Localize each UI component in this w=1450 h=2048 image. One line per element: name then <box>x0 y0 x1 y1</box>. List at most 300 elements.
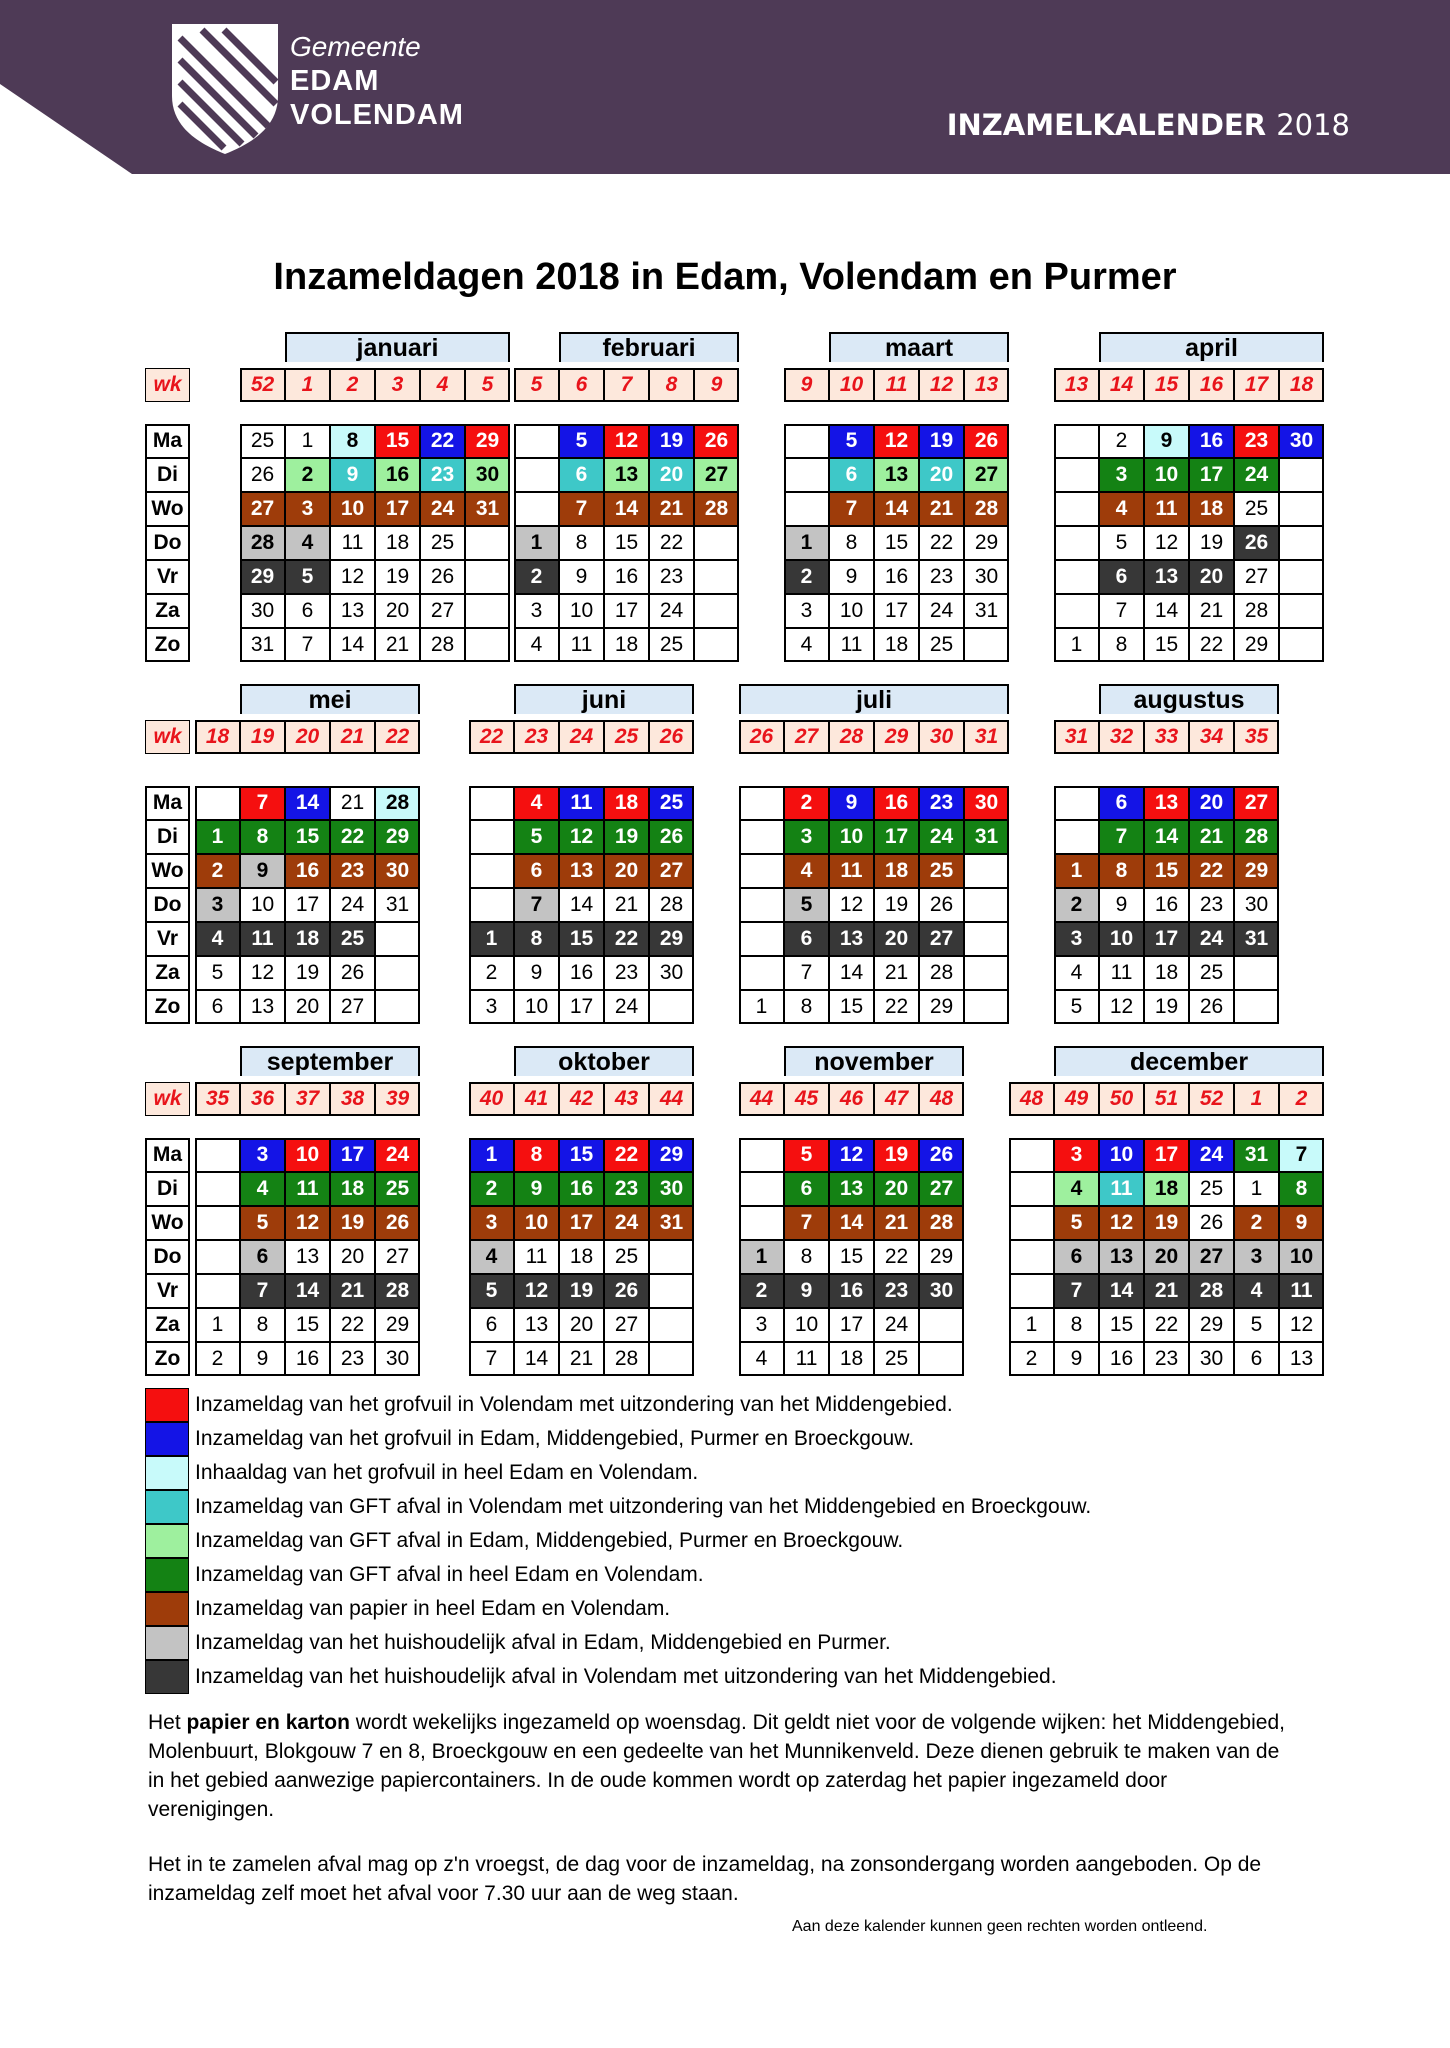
day-cell: 15 <box>1144 628 1189 662</box>
day-cell: 28 <box>375 786 420 820</box>
day-cell: 24 <box>874 1308 919 1342</box>
day-cell: 5 <box>784 888 829 922</box>
week-number: 17 <box>1234 368 1279 402</box>
day-cell <box>469 820 514 854</box>
day-cell: 29 <box>1189 1308 1234 1342</box>
day-cell: 20 <box>1189 786 1234 820</box>
day-cell: 26 <box>420 560 465 594</box>
day-cell <box>465 526 510 560</box>
day-cell: 28 <box>649 888 694 922</box>
day-cell <box>375 956 420 990</box>
day-cell: 25 <box>919 854 964 888</box>
day-cell: 1 <box>469 922 514 956</box>
day-cell <box>195 786 240 820</box>
day-cell: 21 <box>559 1342 604 1376</box>
week-number: 39 <box>375 1082 420 1116</box>
day-cell: 2 <box>739 1274 784 1308</box>
day-cell: 1 <box>739 990 784 1024</box>
week-number: 6 <box>559 368 604 402</box>
week-label: wk <box>145 1082 190 1116</box>
day-cell: 29 <box>649 1138 694 1172</box>
day-cell: 18 <box>874 628 919 662</box>
day-cell: 8 <box>1054 1308 1099 1342</box>
legend-text: Inzameldag van papier in heel Edam en Volendam. <box>195 1597 671 1620</box>
day-cell: 13 <box>1144 560 1189 594</box>
day-cell: 2 <box>195 854 240 888</box>
day-cell <box>1279 526 1324 560</box>
day-cell: 14 <box>874 492 919 526</box>
day-cell: 16 <box>1099 1342 1144 1376</box>
day-cell <box>784 492 829 526</box>
day-cell: 7 <box>240 786 285 820</box>
legend-item <box>145 1660 1245 1694</box>
day-cell: 22 <box>604 922 649 956</box>
day-cell: 18 <box>604 786 649 820</box>
day-cell <box>739 1206 784 1240</box>
day-cell: 7 <box>829 492 874 526</box>
day-cell: 10 <box>514 1206 559 1240</box>
day-cell: 26 <box>330 956 375 990</box>
day-cell: 30 <box>465 458 510 492</box>
day-cell: 25 <box>375 1172 420 1206</box>
day-cell <box>195 1240 240 1274</box>
day-label-di: Di <box>145 458 190 492</box>
day-cell <box>1054 424 1099 458</box>
day-cell: 14 <box>1144 820 1189 854</box>
week-number: 27 <box>784 720 829 754</box>
notes-paper-body: wordt wekelijks ingezameld op woensdag. Dit geldt niet voor de volgende wijken: het Middengebied, Molenbuurt, Blokgouw 7 en 8, Broeckgouw en een gedeelte van het Munnikenveld. Deze dienen gebruik te maken van de in het gebied aanwezige papiercontainers. In de oude kommen wordt op zaterdag het papier ingezameld door verenigingen. <box>148 1711 1285 1821</box>
day-cell: 9 <box>1054 1342 1099 1376</box>
day-cell: 4 <box>1234 1274 1279 1308</box>
week-number: 40 <box>469 1082 514 1116</box>
day-cell: 15 <box>559 1138 604 1172</box>
day-cell: 2 <box>469 956 514 990</box>
day-cell: 10 <box>829 820 874 854</box>
week-number: 13 <box>964 368 1009 402</box>
day-cell: 14 <box>285 1274 330 1308</box>
day-cell <box>739 888 784 922</box>
day-cell <box>1279 628 1324 662</box>
day-cell: 29 <box>649 922 694 956</box>
week-number: 24 <box>559 720 604 754</box>
day-cell <box>465 594 510 628</box>
day-cell: 13 <box>874 458 919 492</box>
day-cell: 5 <box>559 424 604 458</box>
day-cell: 4 <box>285 526 330 560</box>
day-cell: 11 <box>1099 956 1144 990</box>
day-cell: 19 <box>1144 1206 1189 1240</box>
day-cell: 14 <box>604 492 649 526</box>
legend-swatch <box>145 1456 189 1490</box>
day-cell: 15 <box>1099 1308 1144 1342</box>
day-cell: 28 <box>919 956 964 990</box>
week-number: 47 <box>874 1082 919 1116</box>
week-number: 35 <box>1234 720 1279 754</box>
day-cell: 1 <box>739 1240 784 1274</box>
day-cell: 29 <box>375 820 420 854</box>
day-cell: 12 <box>559 820 604 854</box>
day-cell: 5 <box>1054 990 1099 1024</box>
day-cell: 3 <box>1099 458 1144 492</box>
day-cell: 29 <box>919 990 964 1024</box>
day-cell <box>1009 1274 1054 1308</box>
day-cell: 1 <box>1054 854 1099 888</box>
day-cell <box>1009 1206 1054 1240</box>
week-number: 11 <box>874 368 919 402</box>
legend-text: Inzameldag van GFT afval in Edam, Middengebied, Purmer en Broeckgouw. <box>195 1529 904 1552</box>
day-cell: 26 <box>1189 1206 1234 1240</box>
week-label: wk <box>145 368 190 402</box>
day-cell: 2 <box>1009 1342 1054 1376</box>
day-cell <box>1279 492 1324 526</box>
day-cell: 16 <box>559 956 604 990</box>
day-cell: 16 <box>559 1172 604 1206</box>
day-label-ma: Ma <box>145 786 190 820</box>
week-number: 19 <box>240 720 285 754</box>
day-cell: 30 <box>375 1342 420 1376</box>
day-cell: 15 <box>829 990 874 1024</box>
day-cell: 15 <box>285 820 330 854</box>
day-label-do: Do <box>145 888 190 922</box>
day-cell <box>514 458 559 492</box>
day-cell: 19 <box>375 560 420 594</box>
day-cell: 17 <box>375 492 420 526</box>
org-line-3: VOLENDAM <box>290 99 464 131</box>
day-cell: 7 <box>784 956 829 990</box>
legend-item <box>145 1558 1245 1592</box>
notes-paper-bold: papier en karton <box>186 1711 350 1734</box>
week-number: 9 <box>694 368 739 402</box>
day-cell <box>649 1342 694 1376</box>
day-cell: 3 <box>195 888 240 922</box>
week-number: 45 <box>784 1082 829 1116</box>
day-cell: 27 <box>375 1240 420 1274</box>
day-cell: 13 <box>240 990 285 1024</box>
day-cell <box>1009 1172 1054 1206</box>
day-cell: 29 <box>375 1308 420 1342</box>
week-number: 9 <box>784 368 829 402</box>
day-cell: 17 <box>1189 458 1234 492</box>
day-cell: 3 <box>469 1206 514 1240</box>
day-cell <box>964 854 1009 888</box>
day-cell: 29 <box>919 1240 964 1274</box>
day-cell: 17 <box>604 594 649 628</box>
day-cell: 20 <box>874 922 919 956</box>
week-number: 44 <box>649 1082 694 1116</box>
day-cell: 24 <box>649 594 694 628</box>
week-number: 2 <box>1279 1082 1324 1116</box>
day-cell: 24 <box>420 492 465 526</box>
day-cell: 19 <box>1189 526 1234 560</box>
day-cell: 4 <box>1054 1172 1099 1206</box>
day-cell: 9 <box>240 854 285 888</box>
day-cell <box>964 990 1009 1024</box>
week-number: 1 <box>1234 1082 1279 1116</box>
day-cell: 25 <box>330 922 375 956</box>
day-cell: 22 <box>330 1308 375 1342</box>
day-cell <box>1279 458 1324 492</box>
legend-item <box>145 1626 1245 1660</box>
day-cell: 29 <box>240 560 285 594</box>
day-cell <box>649 1240 694 1274</box>
month-header-februari: februari <box>559 332 739 362</box>
day-label-ma: Ma <box>145 1138 190 1172</box>
week-number: 37 <box>285 1082 330 1116</box>
day-cell: 11 <box>784 1342 829 1376</box>
day-cell <box>1054 526 1099 560</box>
legend-text: Inzameldag van het grofvuil in Volendam met uitzondering van het Middengebied. <box>195 1393 953 1416</box>
week-number: 4 <box>420 368 465 402</box>
legend-swatch <box>145 1558 189 1592</box>
day-cell: 25 <box>1234 492 1279 526</box>
day-cell: 23 <box>330 854 375 888</box>
day-cell: 21 <box>1189 820 1234 854</box>
day-cell: 18 <box>829 1342 874 1376</box>
day-cell: 17 <box>330 1138 375 1172</box>
week-number: 48 <box>919 1082 964 1116</box>
day-cell: 5 <box>829 424 874 458</box>
day-cell <box>964 922 1009 956</box>
day-cell: 19 <box>649 424 694 458</box>
day-cell: 26 <box>1234 526 1279 560</box>
day-cell: 5 <box>469 1274 514 1308</box>
month-header-april: april <box>1099 332 1324 362</box>
day-cell <box>1279 560 1324 594</box>
day-cell: 30 <box>1234 888 1279 922</box>
week-number: 52 <box>1189 1082 1234 1116</box>
day-cell: 14 <box>285 786 330 820</box>
day-cell: 24 <box>375 1138 420 1172</box>
day-cell: 12 <box>330 560 375 594</box>
day-cell: 6 <box>285 594 330 628</box>
day-cell: 23 <box>604 956 649 990</box>
day-cell: 5 <box>1054 1206 1099 1240</box>
day-cell: 7 <box>285 628 330 662</box>
day-cell: 30 <box>964 786 1009 820</box>
day-cell: 28 <box>1189 1274 1234 1308</box>
day-cell <box>964 956 1009 990</box>
day-cell <box>1009 1240 1054 1274</box>
legend-swatch <box>145 1660 189 1694</box>
day-cell: 14 <box>1099 1274 1144 1308</box>
day-cell: 28 <box>919 1206 964 1240</box>
week-label: wk <box>145 720 190 754</box>
day-cell <box>1054 458 1099 492</box>
day-cell: 29 <box>1234 628 1279 662</box>
day-cell: 31 <box>964 820 1009 854</box>
week-number: 51 <box>1144 1082 1189 1116</box>
day-cell: 17 <box>1144 922 1189 956</box>
day-cell: 4 <box>1054 956 1099 990</box>
day-cell: 24 <box>604 1206 649 1240</box>
day-cell: 23 <box>649 560 694 594</box>
week-number: 38 <box>330 1082 375 1116</box>
day-cell: 7 <box>1099 594 1144 628</box>
day-cell: 6 <box>829 458 874 492</box>
day-cell: 2 <box>1099 424 1144 458</box>
month-header-juli: juli <box>739 684 1009 714</box>
day-cell: 11 <box>1144 492 1189 526</box>
day-cell <box>469 854 514 888</box>
legend-text: Inhaaldag van het grofvuil in heel Edam en Volendam. <box>195 1461 699 1484</box>
day-cell: 25 <box>1189 956 1234 990</box>
day-cell: 20 <box>559 1308 604 1342</box>
day-cell: 20 <box>1144 1240 1189 1274</box>
day-cell: 28 <box>694 492 739 526</box>
day-cell: 23 <box>1234 424 1279 458</box>
day-cell: 18 <box>1144 956 1189 990</box>
day-cell: 26 <box>919 1138 964 1172</box>
day-cell: 6 <box>1054 1240 1099 1274</box>
day-cell: 11 <box>559 628 604 662</box>
day-cell <box>919 1342 964 1376</box>
day-cell: 4 <box>784 854 829 888</box>
legend-swatch <box>145 1490 189 1524</box>
legend-item <box>145 1592 1245 1626</box>
day-cell: 9 <box>784 1274 829 1308</box>
day-label-vr: Vr <box>145 922 190 956</box>
legend-text: Inzameldag van het grofvuil in Edam, Middengebied, Purmer en Broeckgouw. <box>195 1427 915 1450</box>
day-cell: 20 <box>330 1240 375 1274</box>
week-number: 15 <box>1144 368 1189 402</box>
day-cell: 25 <box>604 1240 649 1274</box>
day-cell: 4 <box>514 786 559 820</box>
day-cell: 3 <box>240 1138 285 1172</box>
day-cell: 27 <box>1189 1240 1234 1274</box>
day-cell <box>375 922 420 956</box>
day-cell: 15 <box>1144 854 1189 888</box>
week-number: 41 <box>514 1082 559 1116</box>
day-cell: 26 <box>964 424 1009 458</box>
day-cell: 30 <box>375 854 420 888</box>
day-cell: 9 <box>559 560 604 594</box>
day-cell <box>739 1138 784 1172</box>
day-cell: 21 <box>1144 1274 1189 1308</box>
month-header-maart: maart <box>829 332 1009 362</box>
week-number: 33 <box>1144 720 1189 754</box>
day-cell: 13 <box>1144 786 1189 820</box>
day-cell: 9 <box>330 458 375 492</box>
day-cell: 6 <box>784 922 829 956</box>
legend-item <box>145 1490 1245 1524</box>
day-cell: 27 <box>649 854 694 888</box>
day-cell <box>195 1172 240 1206</box>
day-cell: 24 <box>1234 458 1279 492</box>
week-number: 36 <box>240 1082 285 1116</box>
day-cell: 31 <box>465 492 510 526</box>
day-cell <box>964 888 1009 922</box>
day-cell: 29 <box>1234 854 1279 888</box>
day-cell: 8 <box>784 1240 829 1274</box>
day-cell: 27 <box>694 458 739 492</box>
day-cell: 7 <box>784 1206 829 1240</box>
day-cell: 8 <box>784 990 829 1024</box>
day-cell: 31 <box>964 594 1009 628</box>
day-cell: 16 <box>285 854 330 888</box>
day-cell: 4 <box>784 628 829 662</box>
day-cell: 5 <box>514 820 559 854</box>
day-cell: 24 <box>919 820 964 854</box>
day-cell: 23 <box>1189 888 1234 922</box>
day-cell: 24 <box>919 594 964 628</box>
week-number: 12 <box>919 368 964 402</box>
week-number: 14 <box>1099 368 1144 402</box>
day-cell: 16 <box>874 786 919 820</box>
day-cell: 3 <box>1054 922 1099 956</box>
day-cell: 30 <box>1279 424 1324 458</box>
day-cell: 27 <box>420 594 465 628</box>
day-cell: 17 <box>874 594 919 628</box>
week-number: 50 <box>1099 1082 1144 1116</box>
day-cell: 28 <box>240 526 285 560</box>
day-cell: 8 <box>240 1308 285 1342</box>
day-label-wo: Wo <box>145 492 190 526</box>
day-cell: 10 <box>1144 458 1189 492</box>
day-cell: 19 <box>1144 990 1189 1024</box>
day-cell: 19 <box>874 888 919 922</box>
day-cell: 11 <box>1099 1172 1144 1206</box>
day-cell: 15 <box>559 922 604 956</box>
day-cell: 8 <box>559 526 604 560</box>
day-cell: 6 <box>559 458 604 492</box>
day-cell: 8 <box>514 1138 559 1172</box>
day-cell: 21 <box>375 628 420 662</box>
month-header-juni: juni <box>514 684 694 714</box>
day-cell: 13 <box>559 854 604 888</box>
day-cell: 13 <box>330 594 375 628</box>
day-cell: 19 <box>559 1274 604 1308</box>
day-cell <box>469 786 514 820</box>
day-cell: 21 <box>330 1274 375 1308</box>
day-cell: 19 <box>874 1138 919 1172</box>
day-cell: 3 <box>469 990 514 1024</box>
day-cell: 7 <box>1054 1274 1099 1308</box>
org-line-2: EDAM <box>290 65 380 97</box>
day-cell: 17 <box>285 888 330 922</box>
day-cell: 26 <box>240 458 285 492</box>
day-cell: 9 <box>829 560 874 594</box>
day-cell: 27 <box>240 492 285 526</box>
day-cell <box>465 628 510 662</box>
day-cell: 7 <box>240 1274 285 1308</box>
day-cell: 30 <box>649 956 694 990</box>
day-cell <box>694 560 739 594</box>
day-cell <box>649 1308 694 1342</box>
day-cell: 1 <box>195 820 240 854</box>
week-number: 23 <box>514 720 559 754</box>
day-cell: 26 <box>919 888 964 922</box>
day-cell: 6 <box>1099 786 1144 820</box>
day-cell: 24 <box>604 990 649 1024</box>
week-number: 32 <box>1099 720 1144 754</box>
day-cell: 8 <box>514 922 559 956</box>
day-cell: 19 <box>919 424 964 458</box>
day-cell: 16 <box>604 560 649 594</box>
day-cell <box>739 786 784 820</box>
day-cell: 1 <box>285 424 330 458</box>
week-number: 18 <box>1279 368 1324 402</box>
day-cell: 24 <box>1189 1138 1234 1172</box>
day-label-ma: Ma <box>145 424 190 458</box>
day-cell: 31 <box>240 628 285 662</box>
day-cell: 4 <box>1099 492 1144 526</box>
week-number: 43 <box>604 1082 649 1116</box>
day-cell: 6 <box>195 990 240 1024</box>
day-cell: 10 <box>285 1138 330 1172</box>
day-cell <box>964 628 1009 662</box>
day-cell: 12 <box>285 1206 330 1240</box>
day-cell: 21 <box>874 1206 919 1240</box>
